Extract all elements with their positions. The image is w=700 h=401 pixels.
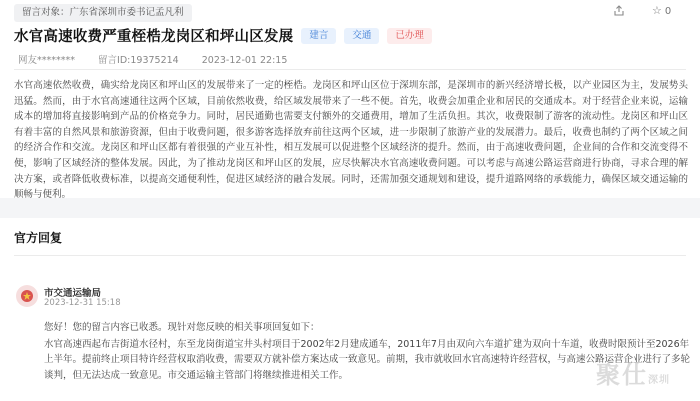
divider: [14, 255, 686, 256]
like-button[interactable]: [652, 4, 671, 17]
reply-card: [0, 218, 700, 401]
title-row: [14, 25, 432, 46]
reply-date: 2023-12-31 15:18: [44, 298, 121, 308]
star-icon: ☆: [652, 4, 662, 17]
like-count: 0: [664, 6, 672, 17]
badge-status: 已办理: [387, 28, 432, 44]
message-meta: [18, 52, 307, 66]
share-icon[interactable]: [613, 5, 625, 20]
reply-section-title: 官方回复: [14, 231, 63, 245]
badge-suggestion: 建言: [301, 28, 336, 44]
message-title: 水官高速收费严重桎梏龙岗区和坪山区发展: [14, 29, 294, 45]
recipient-tag: 留言对象：广东省深圳市委书记孟凡利: [14, 4, 192, 22]
reply-org: 市交通运输局: [44, 288, 102, 299]
message-body: 水官高速依然收费，确实给龙岗区和坪山区的发展带来了一定的桎梏。龙岗区和坪山区位于深圳东部，是深圳市的新兴经济增长极，以产业园区为主，发展势头迅猛。然而，由于水官高速通往这两个区域，目前依然收费，给区域发展带来了一些不便。首先，收费会加重企业和居民的交通成本。对于经营企业来说，运输成本的增加将直接影响到产品的价格竞争力。同时，居民通勤也需要支付额外的交通费用，增加了生活负担。其次，收费限制了游客的流动性。龙岗区和坪山区有着丰富的自然风景和旅游资源，但由于收费问题，很多游客选择放弃前往这两个区域，进一步限制了旅游产业的发展潜力。最后，收费也制约了两个区域之间的经济合作和交流。龙岗区和坪山区都有着很强的产业互补性，相互发展可以促进整个区域经济的提升。然而，由于高速收费问题，企业间的合作和交流变得不便，影响了区域经济的整体发展。因此，为了推动龙岗区和坪山区的发展，应尽快解决水官高速收费问题。可以考虑与高速公路运营商进行协商，寻求合理的解决方案，或者降低收费标准，以提高交通便利性，促进区域经济的融合发展。同时，还需加强交通规划和建设，提升道路网络的承载能力，确保区域交通运输的顺畅与便利。: [14, 80, 688, 201]
watermark-logo: 聚仕深圳: [596, 361, 670, 389]
share-icon-svg: [613, 5, 625, 17]
org-avatar-icon: [16, 285, 38, 307]
badge-traffic: 交通: [344, 28, 379, 44]
message-id: 留言ID:19375214: [98, 55, 179, 66]
reply-greeting: 您好！您的留言内容已收悉。现针对您反映的相关事项回复如下：: [44, 322, 320, 333]
emblem-icon: [20, 289, 34, 303]
reply-content: 水官高速西起布吉街道水径村，东至龙岗街道宝井头村项目于2002年2月建成通车，2011年7月由双向六车道扩建为双向十车道，收费时限预计至2026年上半年。提前终止项目特许经营权取消收费，需要双方就补偿方案达成一致意见。前期，我市就收回水官高速特许经营权，与高速公路运营企业进行了多轮谈判，但无法达成一致意见。市交通运输主管部门将继续推进相关工作。: [44, 338, 691, 381]
divider: [14, 69, 686, 70]
reply-body: [44, 320, 690, 384]
author-name: 网友********: [18, 55, 76, 66]
message-time: 2023-12-01 22:15: [201, 55, 288, 66]
